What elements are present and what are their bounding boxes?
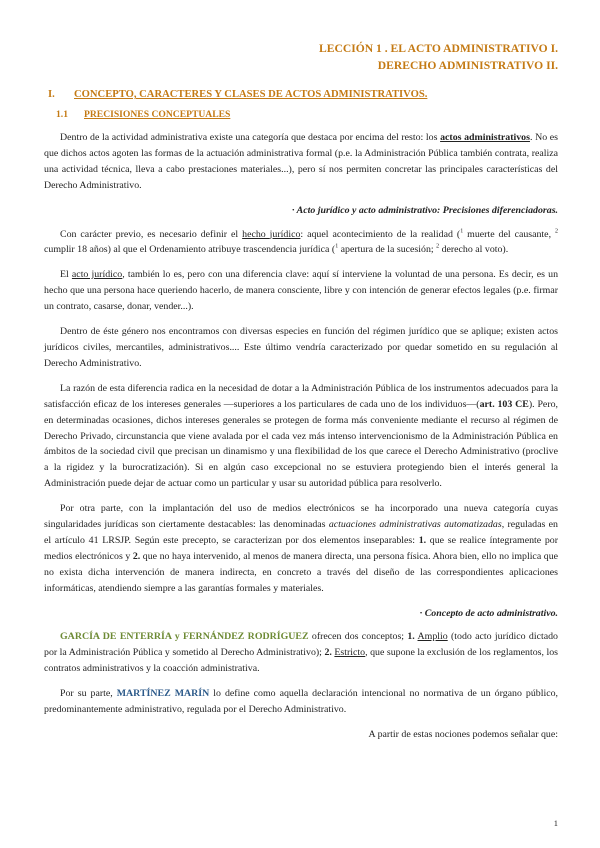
header-line-1: LECCIÓN 1 . EL ACTO ADMINISTRATIVO I.: [319, 42, 558, 55]
text-run: apertura de la sucesión;: [338, 244, 437, 256]
text-run: Dentro de la actividad administrativa existe una categoría que destaca por encima del resto: los: [60, 132, 441, 143]
paragraph-4: Dentro de éste género nos encontramos con diversas especies en función del régimen jurídico que se aplique; existen actos jurídicos civiles, mercantiles, administrativos.... Este último vendría caracterizado por quedar sometido en su regulación al Derecho Administrativo.: [44, 326, 558, 369]
text-run: Por su parte,: [60, 688, 117, 700]
text-run: , reguladas en el artículo 41 LRSJP. Según este precepto, se caracterizan por dos elementos inseparables:: [44, 519, 558, 546]
author-name: MARTÍNEZ MARÍN: [116, 688, 210, 700]
paragraph-8: [44, 686, 558, 718]
paragraph-9: 􀃆 A partir de estas nociones podemos señalar que:: [358, 729, 558, 740]
term-hecho-juridico: hecho jurídico: [242, 228, 301, 240]
paragraph-1: [44, 130, 558, 194]
header-line-2: DERECHO ADMINISTRATIVO II.: [377, 58, 558, 72]
subheading-concepto: · Concepto de acto administrativo.: [419, 607, 558, 619]
section-heading: [48, 89, 427, 100]
list-number: 1.: [407, 631, 415, 643]
text-run: , que supone la exclusión de los reglamentos, los contratos administrativos y la coacción administrativa.: [44, 647, 559, 675]
article-reference: art. 103 CE: [479, 398, 529, 410]
text-run: ofrecen dos conceptos;: [308, 631, 408, 643]
text-run: La razón de esta diferencia radica en la necesidad de dotar a la Administración Pública de los instrumentos adecuados para la satisfacción eficaz de los intereses generales —superiores a los particulares de cada uno de los individuos—(: [44, 382, 558, 410]
superscript: 2: [555, 228, 558, 235]
text-run: (todo acto jurídico dictado por la Administración Pública y sometido al Derecho Administrativo);: [44, 631, 558, 659]
subsection-title: PRECISIONES CONCEPTUALES: [84, 109, 231, 120]
text-run: lo define como aquella declaración intencional no normativa de un órgano público, predominantemente administrativo, regulada por el Derecho Administrativo.: [44, 688, 559, 716]
term-actuaciones-automatizadas: actuaciones administrativas automatizadas: [328, 519, 502, 531]
term-actos-administrativos: actos administrativos: [440, 132, 530, 143]
text-run: Con carácter previo, es necesario definir el: [60, 228, 243, 240]
paragraph-5: [44, 381, 558, 492]
document-body: [44, 130, 558, 752]
text-run: El: [60, 269, 72, 281]
paragraph-2: [44, 227, 558, 259]
text-run: : aquel acontecimiento de la realidad (: [300, 228, 461, 240]
page-number: 1: [553, 818, 558, 828]
superscript: 1: [460, 228, 464, 235]
term-amplio: Amplio: [417, 631, 448, 643]
paragraph-7: [44, 629, 558, 677]
subsection-number: 1.1: [56, 109, 68, 120]
paragraph-3: [44, 267, 558, 315]
text-run: que no haya intervenido, al menos de manera directa, una persona física. Ahora bien, ello no implica que no exista dicha intervención de manera indirecta, en concreto a través del diseño de las correspondientes aplicaciones informáticas, atendiendo siempre a las garantías formales y materiales.: [44, 550, 559, 594]
list-number: 2.: [132, 550, 141, 562]
text-run: muerte del causante,: [463, 228, 555, 240]
superscript: 2: [436, 244, 440, 251]
text-run: Por otra parte, con la implantación del uso de medios electrónicos se ha incorporado una nueva categoría cuyas singularidades jurídicas son ciertamente destacables: las denominadas: [44, 503, 558, 531]
list-number: 2.: [324, 647, 332, 659]
superscript: 1: [335, 244, 339, 251]
subsection-heading: [56, 109, 230, 120]
text-run: ). Pero, en determinadas ocasiones, dichos intereses generales se protegen de forma más conveniente mediante el recurso al régimen de Derecho Privado, circunstancia que viene avalada por el cada vez más intenso intervencionismo de la Administración Pública en ámbitos de la sociedad civil que precisan un dinamismo y una flexibilidad de los que carece el Derecho Administrativo (proclive a la rigidez y la burocratización). Si en algún caso excepcional no se estuviera protegiendo bien el interés general la Administración puede dejar de actuar como un particular y usar su autoridad pública para resolverlo.: [44, 398, 559, 490]
subheading-acto-juridico: · Acto jurídico y acto administrativo: Precisiones diferenciadoras.: [292, 204, 558, 216]
section-number: I.: [48, 89, 55, 100]
section-title: CONCEPTO, CARACTERES Y CLASES DE ACTOS ADMINISTRATIVOS.: [74, 89, 428, 100]
text-run: , también lo es, pero con una diferencia clave: aquí sí interviene la voluntad de una persona. Es decir, es un hecho que una persona hace queriendo hacerlo, de manera consciente, libre y con intención de generar efectos legales (p.e. firmar un contrato, casarse, donar, vender...).: [44, 269, 559, 313]
text-run: . No es que dichos actos agoten las formas de la actuación administrativa formal (p.e. la Administración Pública también contrata, realiza una actividad técnica, lleva a cabo prestaciones materiales...), pero sí nos permiten concretar las principales características del Derecho Administrativo.: [44, 132, 559, 191]
text-run: que se realice íntegramente por medios electrónicos y: [44, 534, 559, 562]
paragraph-6: [44, 501, 558, 596]
list-number: 1.: [418, 534, 427, 546]
term-estricto: Estricto: [334, 647, 366, 659]
author-name: GARCÍA DE ENTERRÍA y FERNÁNDEZ RODRÍGUEZ: [60, 631, 309, 643]
text-run: cumplir 18 años) al que el Ordenamiento atribuye trascendencia jurídica (: [44, 244, 336, 256]
document-header: [319, 41, 558, 74]
text-run: derecho al voto).: [439, 244, 509, 256]
term-acto-juridico: acto jurídico: [71, 269, 123, 281]
